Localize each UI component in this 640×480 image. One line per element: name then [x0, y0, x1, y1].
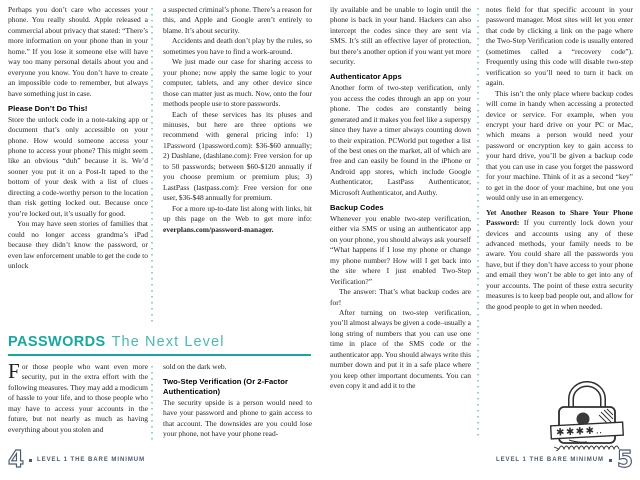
paragraph: [8, 359, 148, 435]
chapter-label: LEVEL 1 THE BARE MINIMUM: [37, 457, 146, 463]
subhead-backup-codes: Backup Codes: [330, 202, 384, 212]
paragraph: Perhaps you don’t care who accesses your phone. You really should. Apple released a commercial about privacy that stated: “There’s more information on your phone than in your home.” If you lose it someone else will have way too many personal details about you and everyone you know. You don’t have to create an impossible code to remember, but always have something just in case.: [8, 5, 148, 98]
right-page-column-2: [486, 5, 633, 312]
paragraph: Each of these services has its pluses and minuses, but here are three options we recommend with general pricing info: 1) 1Password (1password.com): $36-$60 annually; 2) Dashlane, (dashlane.com): Free version for up to 50 passwords; between $60-$120 annually if you choose premium or premium plus; 3) LastPass (lastpass.com): Free version for one user, $36-$48 annually for premium.: [163, 109, 312, 203]
paragraph: We just made our case for sharing access to your phone; now apply the same logic to your computer, tablets, and any other device since those can matter just as much. Now, onto the four methods people use to store passwords.: [163, 57, 312, 109]
column-divider-dotted-rule: [151, 8, 153, 326]
subhead-authenticator-apps: Authenticator Apps: [330, 72, 402, 82]
runin-head-share-phone-password: Yet Another Reason to Share Your Phone Password:: [486, 207, 633, 228]
paragraph: Accidents and death don’t play by the rules, so sometimes you have to find a work-around.: [163, 36, 312, 56]
paragraph: After turning on two-step verification, you’ll almost always be given a code–usually a long string of numbers that you can use one time in place of the SMS code or the authenticator app. You should always write this number down and put it in a safe place where you keep other important documents. You can even copy it and add it to the: [330, 307, 471, 391]
padlock-shackle-inner: [571, 384, 603, 409]
paragraph: a suspected criminal’s phone. There’s a reason for this, and Apple and Google aren’t entirely to blame. It’s about security.: [163, 5, 312, 35]
paragraph-text: If you currently lock down your devices and accounts using any of these advanced methods, your family needs to be aware. You could share all the passwords you have, but if they don’t have access to your phone and email they won’t be able to get into any of your accounts. The point of these extra security measures is to keep bad people out, and allow for the good people to get in when needed.: [486, 218, 633, 311]
right-page-column-1: [330, 5, 471, 392]
page-number-left: 4: [8, 447, 25, 473]
drop-cap: F: [8, 359, 20, 383]
password-stars-text: ✱✱✱✱‥: [555, 425, 604, 439]
section-header-passwords-next-level: [8, 333, 311, 356]
footer-square-bullet: [609, 459, 612, 462]
left-page-column-2: [163, 5, 312, 235]
paragraph: This isn’t the only place where backup codes will come in handy when accessing a protected device or service. For example, when you encrypt your hard drive on your PC or Mac, which means a person would need your password or encryption key to gain access to your hard drive, you’ll be given a backup code that you can use in case you forget the password for your machine. Think of it as a second “key” to get in the door of your machine, but one you would only use in an emergency.: [486, 88, 633, 203]
subhead-two-step-verification: Two-Step Verification (Or 2-Factor Authentication): [163, 376, 289, 396]
paragraph: ily available and be unable to login until the phone is back in your hand. Hackers can also intercept the codes since they are sent via SMS. It’s still an effective layer of protection, but there’s another option if you want yet more security.: [330, 5, 471, 67]
chapter-label: LEVEL 1 THE BARE MINIMUM: [495, 457, 604, 463]
paragraph: The security upside is a person would need to have your password and phone to gain access to that account. The downsides are you could lose your phone, not have your phone read-: [163, 397, 312, 438]
column-divider-dotted-rule: [151, 366, 153, 442]
paragraph: sold on the dark web.: [163, 362, 227, 371]
left-page-footer: [8, 447, 145, 473]
padlock-illustration: [543, 379, 631, 451]
column-divider-dotted-rule: [477, 8, 479, 438]
paragraph-text: For a more up-to-date list along with links, hit up this page on the Web to get more info:: [163, 203, 312, 224]
paragraph: Another form of two-step verification, only you access the codes through an app on your phone. The codes are constantly being generated and it makes you feel like a superspy since they have a timer always counting down to their expiration. PCWorld put together a list of the best ones on the market, all of which are free and can easily be found in the iPhone or Android app stores, which include Google Authenticator, LastPass Authenticator, Microsoft Authenticator, and Authy.: [330, 83, 471, 197]
section-title-sub: The Next Level: [111, 334, 225, 350]
paragraph: notes field for that specific account in your password manager. Most sites will let you enter that code by clicking a link on the page where the Two-Step Verification code is usually entered (sometimes called a “recovery code”). Frequently using this code will disable two-step verification so you’ll need to turn it back on again.: [486, 5, 633, 88]
paragraph: [486, 208, 633, 313]
paragraph: You may have seen stories of families that could no longer access grandma’s iPad because they didn’t know the password, or even law enforcement unable to get the code to unlock: [8, 219, 149, 271]
left-page-column-2-lower: [163, 362, 312, 439]
left-page-column-1-lower: [8, 359, 148, 435]
password-banner: [551, 422, 624, 439]
paragraph: Store the unlock code in a note-taking app or document that’s only accessible on your phone. How would someone access your phone to access your phone? This might seem like an obvious “duh” because it is. We’d sooner you put it on a Post-It taped to the bottom of your desk with a list of clues directing a code-worthy person to the location than risk getting locked out. Because once you’re locked out, it’s usually for good.: [8, 114, 148, 218]
subhead-please-dont-do-this: Please Don’t Do This!: [8, 103, 88, 113]
paragraph: Whenever you enable two-step verification, either via SMS or using an authenticator app on your phone, you should always ask yourself “What happens if I lose my phone or change my phone number? How will I get back into the site where I just enabled Two-Step Verification?”: [330, 213, 471, 286]
footer-square-bullet: [29, 459, 32, 462]
left-page-column-1: [8, 5, 148, 271]
section-title-main: PASSWORDS: [8, 334, 106, 350]
paragraph-text: or those people who want even more security, put in the extra effort with the following measures. They may add a modicum of hassle to your life, and to those people who may have to access your accounts in the future, but not nearly as much as having everything about you stolen and: [8, 362, 148, 434]
everplans-url-text: everplans.com/password-manager.: [163, 224, 274, 234]
page-number-right: 5: [616, 447, 633, 473]
right-page-footer: [496, 447, 633, 473]
paragraph: The answer: That’s what backup codes are for!: [330, 287, 471, 307]
paragraph: [163, 204, 312, 235]
